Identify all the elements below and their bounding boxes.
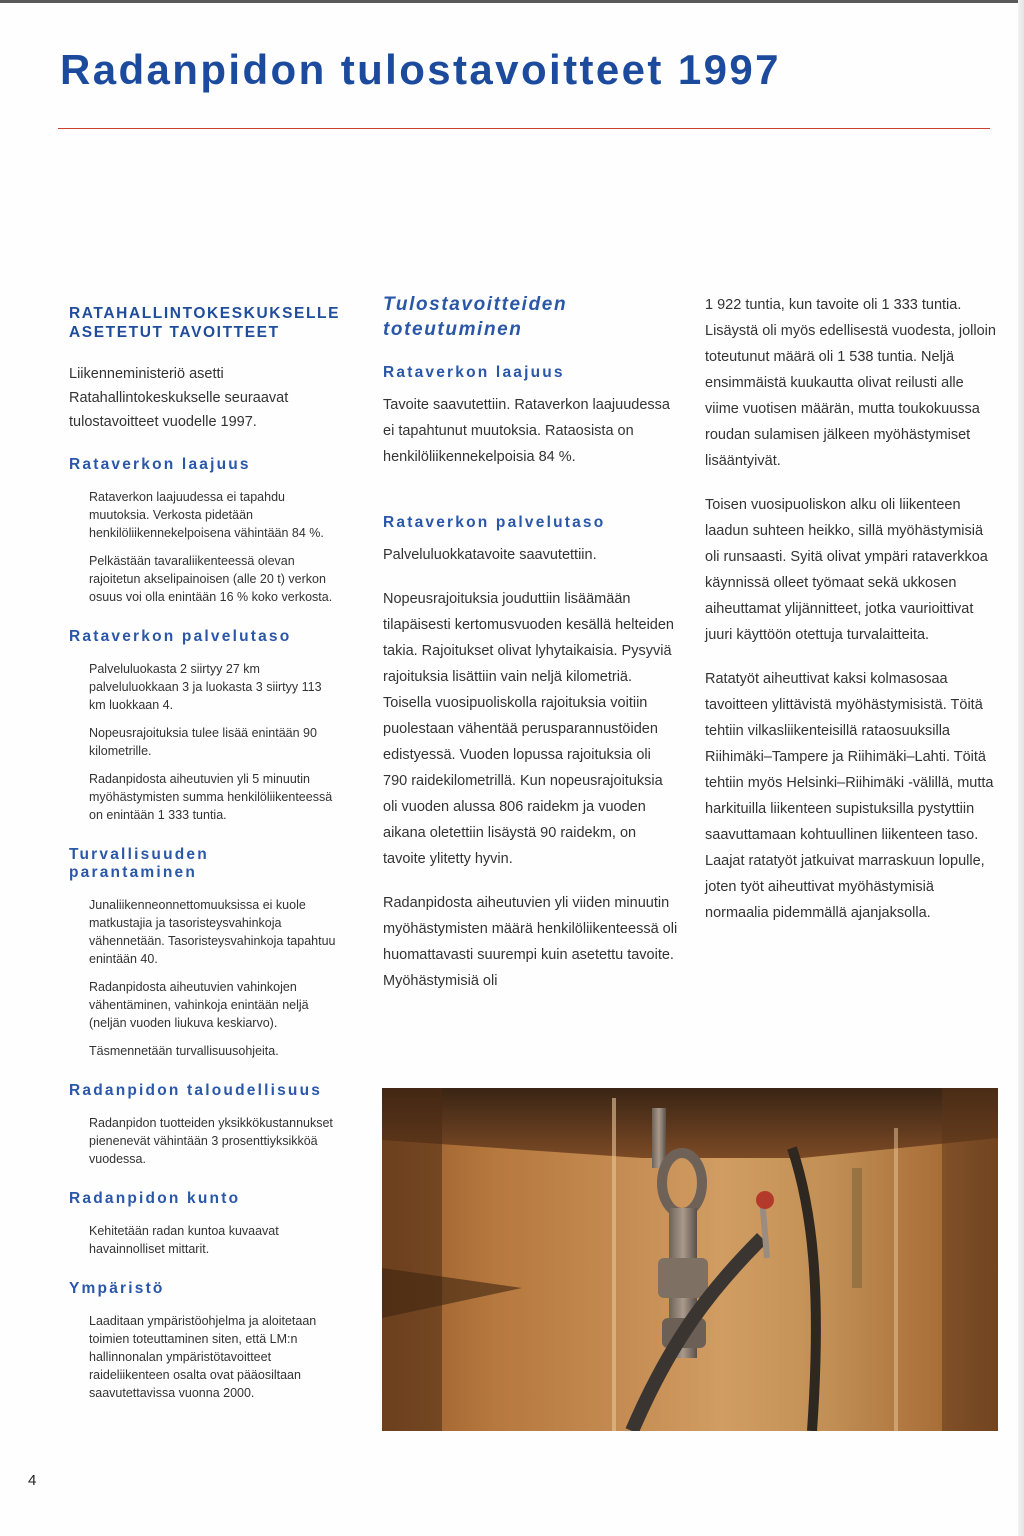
section-heading: Radanpidon kunto: [69, 1190, 241, 1207]
page-edge: [1018, 0, 1024, 1536]
page-number: 4: [28, 1472, 37, 1489]
section-ymparisto: [69, 1280, 341, 1402]
section-paragraph: Täsmennetään turvallisuusohjeita.: [89, 1044, 279, 1058]
body-paragraph: Radanpidosta aiheutuvien yli viiden minuutin myöhästymisten määrä henkilöliikenteessä oli huomattavasti suurempi kuin asetettu tavoite. Myöhästymisiä oli: [383, 895, 678, 989]
section-radanpidon-taloudellisuus: [69, 1082, 341, 1168]
title-divider: [58, 128, 990, 129]
section-paragraph: Radanpidosta aiheutuvien vahinkojen vähentäminen, vahinkoja enintään neljä (neljän vuoden liukuva keskiarvo).: [89, 980, 309, 1030]
page-title: Radanpidon tulostavoitteet 1997: [60, 46, 781, 93]
section-rataverkon-laajuus: [69, 456, 341, 606]
section-paragraph: Pelkästään tavaraliikenteessä olevan rajoitetun akselipainoisen (alle 20 t) verkon osuus voi olla enintään 16 % koko verkosta.: [89, 554, 333, 604]
section-paragraph: Laaditaan ympäristöohjelma ja aloitetaan toimien toteuttaminen siten, että LM:n hallinnonalan ympäristötavoitteet raideliikenteen osalta ovat pääosiltaan saavutettavissa vuonna 2000.: [89, 1314, 317, 1400]
results-heading: Tulostavoitteiden toteutuminen: [383, 294, 568, 340]
body-paragraph: Palveluluokkatavoite saavutettiin.: [383, 547, 597, 563]
section-heading: Ympäristö: [69, 1280, 165, 1297]
section-paragraph: Junaliikenneonnettomuuksissa ei kuole matkustajia ja tasoristeysvahinkoja vähennetään. Tasoristeysvahinkoja tapahtuu enintään 40.: [89, 898, 336, 966]
right-column: [705, 292, 997, 926]
section-heading: Rataverkon laajuus: [69, 456, 251, 473]
top-edge-shadow: [0, 0, 1024, 3]
body-paragraph: Toisen vuosipuoliskon alku oli liikenteen laadun suhteen heikko, sillä myöhästymisiä oli runsaasti. Syitä olivat ympäri rataverkkoa käynnissä olleet työmaat sekä ukkosen aiheuttamat ylijännitteet, jotka vaurioittivat juuri käyttöön otettuja turvalaitteita.: [705, 497, 988, 643]
section-heading: Rataverkon palvelutaso: [383, 514, 606, 531]
section-paragraph: Rataverkon laajuudessa ei tapahdu muutoksia. Verkosta pidetään henkilöliikennekelpoisena vähintään 84 %.: [89, 490, 324, 540]
section-turvallisuuden-parantaminen: [69, 846, 341, 1060]
body-paragraph: Ratatyöt aiheuttivat kaksi kolmasosaa tavoitteen ylittävistä myöhästymisistä. Töitä tehtiin vilkasliikenteisillä rataosuuksilla Riihimäki–Tampere ja Riihimäki–Lahti. Töitä tehtiin myös Helsinki–Riihimäki -välillä, mutta harkituilla liikenteen supistuksilla pystyttiin saavuttamaan kohtuullinen liikenteen taso. Laajat ratatyöt jatkuivat marraskuun lopulle, joten työt aiheuttivat myöhästymisiä normaalia pidemmällä ajanjaksolla.: [705, 671, 994, 921]
section-paragraph: Radanpidosta aiheutuvien yli 5 minuutin myöhästymisten summa henkilöliikenteessä on enintään 1 333 tuntia.: [89, 772, 333, 822]
section-heading: Rataverkon palvelutaso: [69, 628, 292, 645]
left-column: [69, 304, 341, 1402]
railway-coupling-photo: [382, 1088, 998, 1431]
section-paragraph: Nopeusrajoituksia tulee lisää enintään 90 kilometrille.: [89, 726, 317, 758]
section-paragraph: Radanpidon tuotteiden yksikkökustannukset pienenevät vähintään 3 prosenttiyksikköä vuodessa.: [89, 1116, 333, 1166]
targets-lead: Liikenneministeriö asetti Ratahallintokeskukselle seuraavat tulostavoitteet vuodelle 1997.: [69, 366, 289, 430]
body-paragraph: Nopeusrajoituksia jouduttiin lisäämään tilapäisesti kertomusvuoden kesällä helteiden takia. Rajoitukset olivat lyhytaikaisia. Pysyviä rajoituksia lisättiin vain neljä kilometriä. Toisella vuosipuoliskolla rajoituksia voitiin puolestaan vähentää perusparannustöiden edistyessä. Vuoden lopussa rajoituksia oli 790 raidekilometrillä. Kun nopeusrajoituksia oli vuoden alussa 806 raidekm ja vuoden aikana oletettiin lisäystä 90 raidekm, on tavoite ylitetty hyvin.: [383, 591, 674, 867]
body-paragraph: 1 922 tuntia, kun tavoite oli 1 333 tuntia. Lisäystä oli myös edellisestä vuodesta, jolloin toteutunut määrä oli 1 538 tuntia. Neljä ensimmäistä kuukautta olivat reilusti alle viime vuotisen määrän, mutta toukokuussa roudan sulamisen jälkeen myöhästymiset lisääntyivät.: [705, 297, 996, 469]
section-rataverkon-palvelutaso: [69, 628, 341, 824]
section-heading: Turvallisuuden parantaminen: [69, 846, 209, 881]
section-heading: Rataverkon laajuus: [383, 364, 565, 381]
section-paragraph: Kehitetään radan kuntoa kuvaavat havainnolliset mittarit.: [89, 1224, 279, 1256]
targets-heading: RATAHALLINTOKESKUKSELLE ASETETUT TAVOITTEET: [69, 305, 341, 341]
middle-column: [383, 292, 679, 994]
section-paragraph: Palveluluokasta 2 siirtyy 27 km palveluluokkaan 3 ja luokasta 3 siirtyy 113 km luokkaan 4.: [89, 662, 322, 712]
section-heading: Radanpidon taloudellisuus: [69, 1082, 323, 1099]
body-paragraph: Tavoite saavutettiin. Rataverkon laajuudessa ei tapahtunut muutoksia. Rataosista on henkilöliikennekelpoisia 84 %.: [383, 397, 670, 465]
photo-illustration: [382, 1088, 998, 1431]
section-radanpidon-kunto: [69, 1190, 341, 1258]
